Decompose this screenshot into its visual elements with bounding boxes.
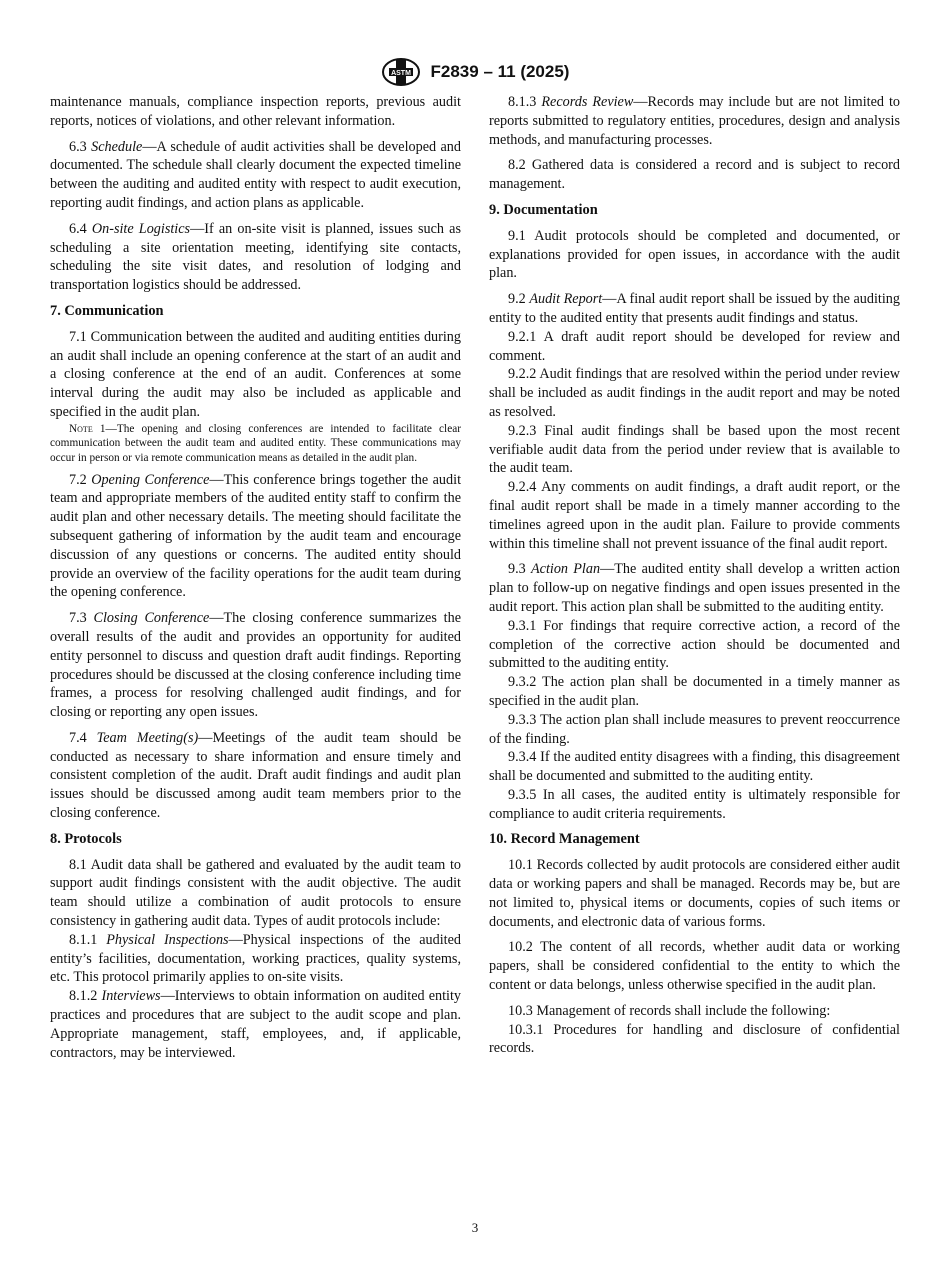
section-number: 9.2 [508,291,526,308]
section-text: —Physical inspections of the audited entity’s facilities, documentation, working practices, quality systems, etc. This protocol primarily applies to on-site visits. [50,931,461,986]
section-9-3-3: 9.3.3 The action plan shall include measures to prevent reoccurrence of the finding. [489,711,900,747]
section-9-2-1: 9.2.1 A draft audit report should be developed for review and comment. [489,328,900,364]
section-number: 7.3 [69,610,87,627]
section-9-2 [489,290,900,328]
heading-documentation: 9. Documentation [489,201,598,218]
section-text: —Records may include but are not limited to reports submitted to regulatory entities, procedures, design and analysis methods, and manufacturing processes. [489,94,901,148]
section-title: Physical Inspections [106,931,229,948]
section-title: Audit Report [529,291,603,308]
section-9-3-2: 9.3.2 The action plan shall be documented in a timely manner as specified in the audit plan. [489,674,900,709]
left-column [50,93,461,1062]
section-9-3-5: 9.3.5 In all cases, the audited entity is ultimately responsible for compliance to audit criteria requirements. [489,786,900,822]
section-10-2: 10.2 The content of all records, whether audit data or working papers, shall be considered confidential to the entity to which the content or data belongs, unless otherwise specified in the audit plan. [489,939,900,994]
section-text: —Interviews to obtain information on audited entity practices and procedures that are subject to the audit scope and plan. Appropriate management, staff, employees, and, if applicable, contractors, may be interviewed. [50,988,462,1061]
section-text: —A final audit report shall be issued by the auditing entity to the audited entity that presents audit findings and status. [489,291,900,326]
section-title: Action Plan [530,561,601,578]
section-10-1: 10.1 Records collected by audit protocols are considered either audit data or working papers and shall be managed. Records may be, but are not limited to, physical items or documents, copies of such items or documents, and electronic data of various forms. [489,857,900,930]
section-text: —The closing conference summarizes the overall results of the audit and provides an opportunity for audited entity personnel to discuss and question draft audit findings. Reporting procedures should be discussed at the closing conference including time frames, a process for resolving challenged audit findings, and for closing or reporting any open issues. [50,610,461,721]
section-title: Team Meeting(s) [96,729,199,746]
heading-communication: 7. Communication [50,302,164,319]
section-number: 8.1.1 [69,931,98,948]
note-label: Note [69,422,93,435]
section-title: On-site Logistics [91,220,191,237]
section-title: Interviews [101,988,161,1005]
section-9-2-4: 9.2.4 Any comments on audit findings, a draft audit report, or the final audit report shall be made in a timely manner according to the timelines agreed upon in the audit plan. Failure to provide comments within this timeline shall not prevent issuance of the final audit report. [489,479,900,552]
section-7-1: 7.1 Communication between the audited and auditing entities during an audit shall include an opening conference at the start of an audit and a closing conference at the end of an audit. Conferences at some interval during the audit may also be included as applicable and specified in the audit plan. [50,328,461,420]
section-8-2: 8.2 Gathered data is considered a record and is subject to record management. [489,157,900,193]
section-number: 9.3 [508,561,526,578]
section-text: —If an on-site visit is planned, issues such as scheduling a site orientation meeting, identifying site contacts, scheduling the site visit dates, and resolution of lodging and transportation logistics should be addressed. [50,220,461,294]
paragraph-intro: maintenance manuals, compliance inspection reports, previous audit reports, notices of violations, and other relevant information. [50,94,461,129]
section-6-3 [50,138,461,213]
section-title: Records Review [541,94,634,110]
section-text: —A schedule of audit activities shall be developed and documented. The schedule shall clearly document the expected timeline between the auditing and audited entity with respect to audit execution, reporting audit findings, and action plans as applicable. [50,138,461,211]
section-text: —Meetings of the audit team should be conducted as necessary to share information and ensure timely and consistent completion of the audit. Draft audit findings and audit plan issues should be discussed among audit team members prior to the closing conference. [50,729,462,822]
heading-protocols: 8. Protocols [50,830,122,847]
section-9-3-1: 9.3.1 For findings that require corrective action, a record of the completion of the corrective action should be documented and submitted to the auditing entity. [489,617,900,672]
right-column [489,93,900,1058]
section-number: 7.2 [69,471,87,488]
page-header [0,57,950,87]
section-6-4 [50,220,461,295]
section-number: 7.4 [69,729,87,746]
section-title: Opening Conference [91,471,210,488]
section-8-1-2 [50,987,461,1062]
section-title: Schedule [91,138,143,155]
section-8-1-3 [489,93,900,149]
document-code: F2839 – 11 (2025) [430,62,570,81]
section-8-1: 8.1 Audit data shall be gathered and evaluated by the audit team to support audit findings consistent with the audit objective. The audit team should utilize a combination of audit protocols to ensure consistency in gathering audit data. Types of audit protocols include: [50,856,461,930]
section-9-2-2: 9.2.2 Audit findings that are resolved within the period under review shall be included as audit findings in the audit report and may be noted as resolved. [489,366,900,420]
heading-record-management: 10. Record Management [489,831,640,848]
section-title: Closing Conference [93,610,210,627]
section-text: —The audited entity shall develop a written action plan to follow-up on negative findings and open issues presented in the audit report. This action plan shall be submitted to the auditing entity. [489,561,900,615]
section-number: 8.1.2 [69,988,98,1005]
section-number: 8.1.3 [508,94,537,110]
note-1 [50,422,461,466]
section-text: —This conference brings together the audit team and appropriate members of the audited entity staff to confirm the audit plan and other necessary details. The meeting should facilitate the subsequent gathering of information by the audit team and encourage discussion of any questions or concerns. The audited entity should provide an overview of the facility operations for the audit team during the opening conference. [50,471,462,601]
section-7-3 [50,609,461,722]
page-number: 3 [471,1220,479,1235]
section-10-3-1: 10.3.1 Procedures for handling and disclosure of confidential records. [489,1021,900,1057]
note-text: 1—The opening and closing conferences are intended to facilitate clear communication between the audit team and audited entity. These communications may occur in person or via remote communication means as detailed in the audit plan. [50,422,461,464]
section-9-2-3: 9.2.3 Final audit findings shall be based upon the most recent verifiable audit data from the period under review that is available to the audit team. [489,422,900,477]
section-7-2 [50,471,461,603]
astm-logo-icon [381,57,421,87]
section-9-3-4: 9.3.4 If the audited entity disagrees with a finding, this disagreement shall be documented and submitted to the auditing entity. [489,749,900,785]
section-8-1-1 [50,931,461,987]
section-10-3: 10.3 Management of records shall include the following: [508,1002,831,1019]
section-9-3 [489,560,900,616]
section-9-1: 9.1 Audit protocols should be completed and documented, or explanations provided for open issues, in accordance with the audit plan. [489,227,900,282]
section-number: 6.3 [69,138,87,155]
svg-text:ASTM: ASTM [390,70,411,77]
section-7-4 [50,729,461,823]
section-number: 6.4 [69,220,87,237]
